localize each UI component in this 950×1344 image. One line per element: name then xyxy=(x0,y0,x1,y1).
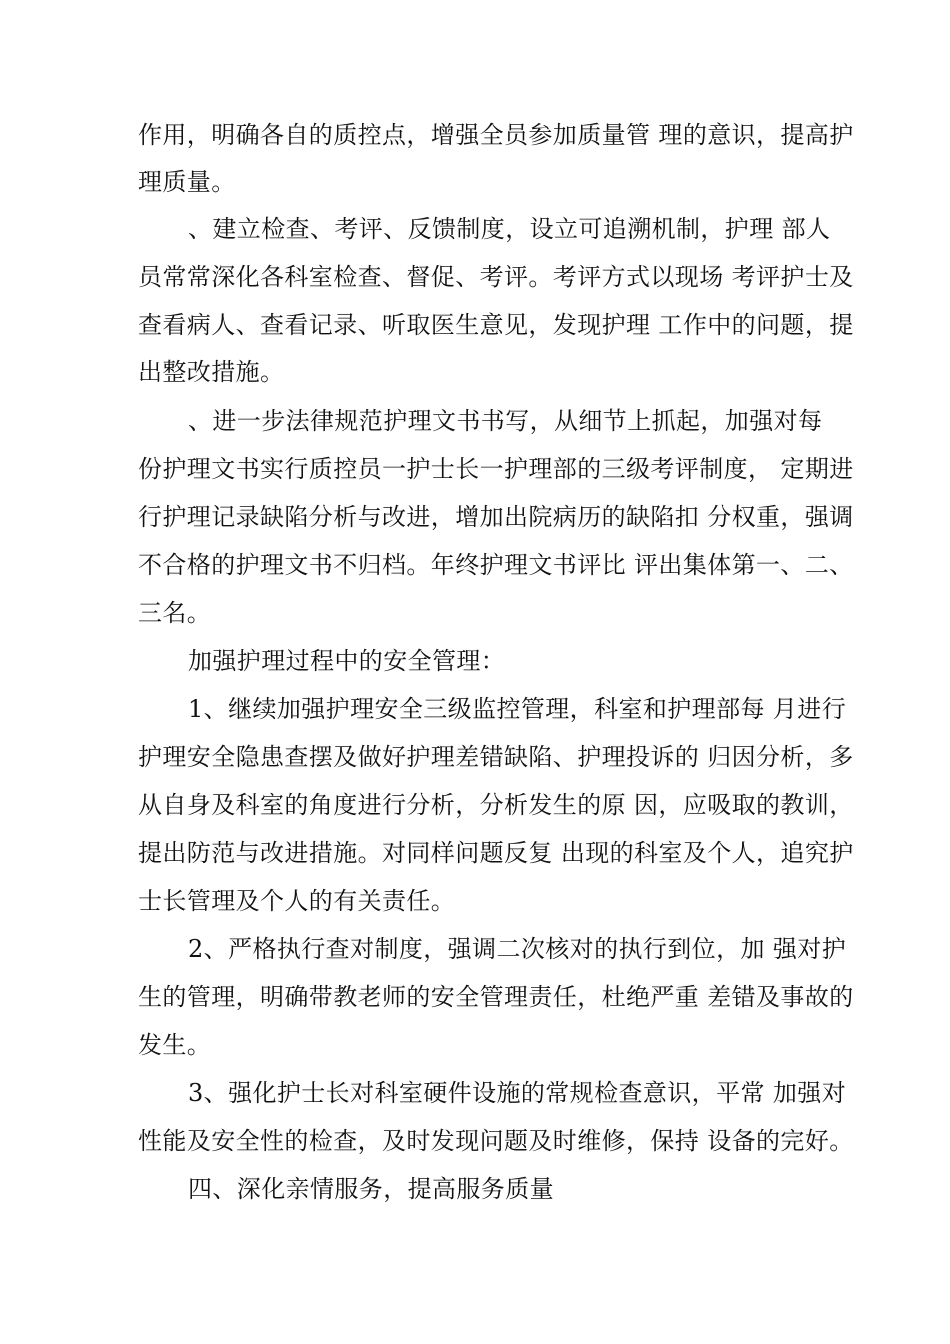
text-line: 2、严格执行查对制度，强调二次核对的执行到位，加 强对护 xyxy=(188,935,847,963)
text-line: 行护理记录缺陷分析与改进，增加出院病历的缺陷扣 分权重，强调 xyxy=(138,503,854,531)
text-line: 发生。 xyxy=(138,1031,212,1059)
text-line: 出整改措施。 xyxy=(138,358,285,386)
section-heading: 加强护理过程中的安全管理： xyxy=(188,647,506,675)
text-line: 1、继续加强护理安全三级监控管理，科室和护理部每 月进行 xyxy=(188,695,847,723)
text-line: 性能及安全性的检查，及时发现问题及时维修，保持 设备的完好。 xyxy=(138,1127,854,1155)
text-line: 份护理文书实行质控员一护士长一护理部的三级考评制度， 定期进 xyxy=(138,455,854,483)
text-line: 三名。 xyxy=(138,599,212,627)
text-line: 3、强化护士长对科室硬件设施的常规检查意识，平常 加强对 xyxy=(188,1079,847,1107)
text-line: 作用，明确各自的质控点，增强全员参加质量管 理的意识，提高护 xyxy=(138,121,854,149)
section-heading: 四、深化亲情服务，提高服务质量 xyxy=(188,1175,554,1203)
text-line: 提出防范与改进措施。对同样问题反复 出现的科室及个人，追究护 xyxy=(138,839,854,867)
text-line: 从自身及科室的角度进行分析，分析发生的原 因，应吸取的教训， xyxy=(138,791,854,819)
text-line: 理质量。 xyxy=(138,168,236,196)
text-line: 、建立检查、考评、反馈制度，设立可追溯机制，护理 部人 xyxy=(188,215,831,243)
text-line: 士长管理及个人的有关责任。 xyxy=(138,887,456,915)
text-line: 查看病人、查看记录、听取医生意见，发现护理 工作中的问题，提 xyxy=(138,311,854,339)
text-line: 不合格的护理文书不归档。年终护理文书评比 评出集体第一、二、 xyxy=(138,551,854,579)
text-line: 生的管理，明确带教老师的安全管理责任，杜绝严重 差错及事故的 xyxy=(138,983,854,1011)
text-line: 护理安全隐患查摆及做好护理差错缺陷、护理投诉的 归因分析，多 xyxy=(138,743,854,771)
text-line: 员常常深化各科室检查、督促、考评。考评方式以现场 考评护士及 xyxy=(138,263,854,291)
text-line: 、进一步法律规范护理文书书写，从细节上抓起，加强对每 xyxy=(188,407,823,435)
